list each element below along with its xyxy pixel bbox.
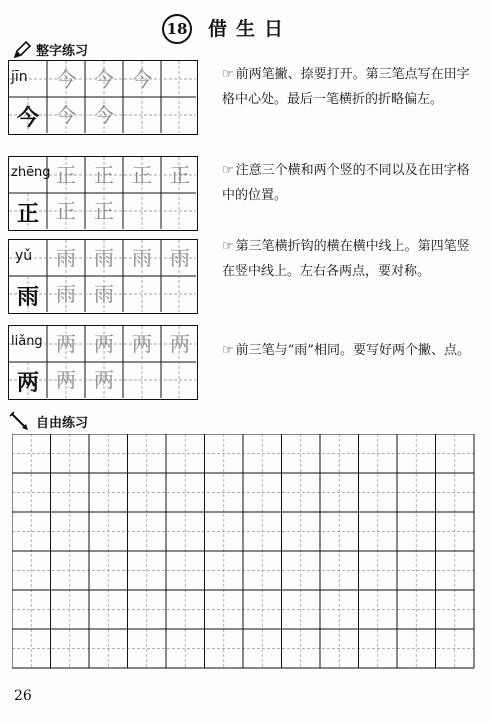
practice-block-yu	[8, 239, 198, 314]
trace-character: 两	[56, 368, 76, 392]
tip-liang	[222, 338, 480, 363]
pen-nib-icon	[8, 410, 30, 432]
trace-character: 雨	[56, 282, 76, 306]
model-character: 今	[16, 105, 39, 131]
trace-character: 正	[94, 199, 114, 223]
trace-character: 两	[94, 368, 114, 392]
trace-character: 两	[132, 332, 152, 356]
pinyin: zhēng	[11, 165, 51, 180]
practice-block-liang	[8, 325, 198, 400]
lesson-title: 借生日	[208, 18, 293, 40]
trace-character: 雨	[94, 282, 114, 306]
model-character: 雨	[16, 284, 39, 310]
pencil-icon	[12, 40, 32, 60]
pointing-hand-icon: ☞	[222, 67, 234, 82]
pointing-hand-icon: ☞	[222, 239, 234, 254]
trace-character: 正	[132, 163, 152, 187]
pointing-hand-icon: ☞	[222, 343, 234, 358]
trace-character: 正	[56, 199, 76, 223]
trace-character: 今	[56, 67, 76, 91]
pointing-hand-icon: ☞	[222, 163, 234, 178]
trace-character: 正	[170, 163, 190, 187]
trace-character: 两	[56, 332, 76, 356]
free-practice-grid	[12, 434, 480, 671]
pinyin: liǎng	[11, 334, 43, 349]
pinyin: yǔ	[15, 248, 33, 264]
trace-character: 雨	[56, 246, 76, 270]
trace-character: 正	[56, 163, 76, 187]
tip-jin	[222, 62, 480, 112]
trace-character: 正	[94, 163, 114, 187]
trace-character: 今	[56, 103, 76, 127]
trace-character: 两	[94, 332, 114, 356]
practice-block-zheng	[8, 156, 198, 231]
trace-character: 今	[94, 103, 114, 127]
trace-character: 今	[132, 67, 152, 91]
tip-text: 前两笔撇、捺要打开。第三笔点写在田字格中心处。最后一笔横折的折略偏左。	[222, 67, 470, 107]
trace-character: 两	[170, 332, 190, 356]
trace-character: 雨	[132, 246, 152, 270]
trace-character: 今	[94, 67, 114, 91]
section-title-free-practice: 自由练习	[36, 416, 89, 431]
tip-text: 注意三个横和两个竖的不同以及在田字格中的位置。	[222, 163, 470, 203]
tip-yu	[222, 234, 480, 284]
trace-character: 雨	[94, 246, 114, 270]
section-title-whole-char: 整字练习	[36, 44, 89, 59]
lesson-number: 18	[162, 14, 192, 44]
model-character: 两	[16, 370, 39, 396]
page-number: 26	[14, 688, 32, 704]
pinyin: jīn	[11, 69, 28, 85]
trace-character: 雨	[170, 246, 190, 270]
practice-block-jin	[8, 60, 198, 135]
tip-zheng	[222, 158, 480, 208]
tip-text: 前三笔与“雨”相同。要写好两个撇、点。	[235, 343, 470, 358]
tip-text: 第三笔横折钩的横在横中线上。第四笔竖在竖中线上。左右各两点，要对称。	[222, 239, 470, 279]
model-character: 正	[16, 201, 39, 227]
